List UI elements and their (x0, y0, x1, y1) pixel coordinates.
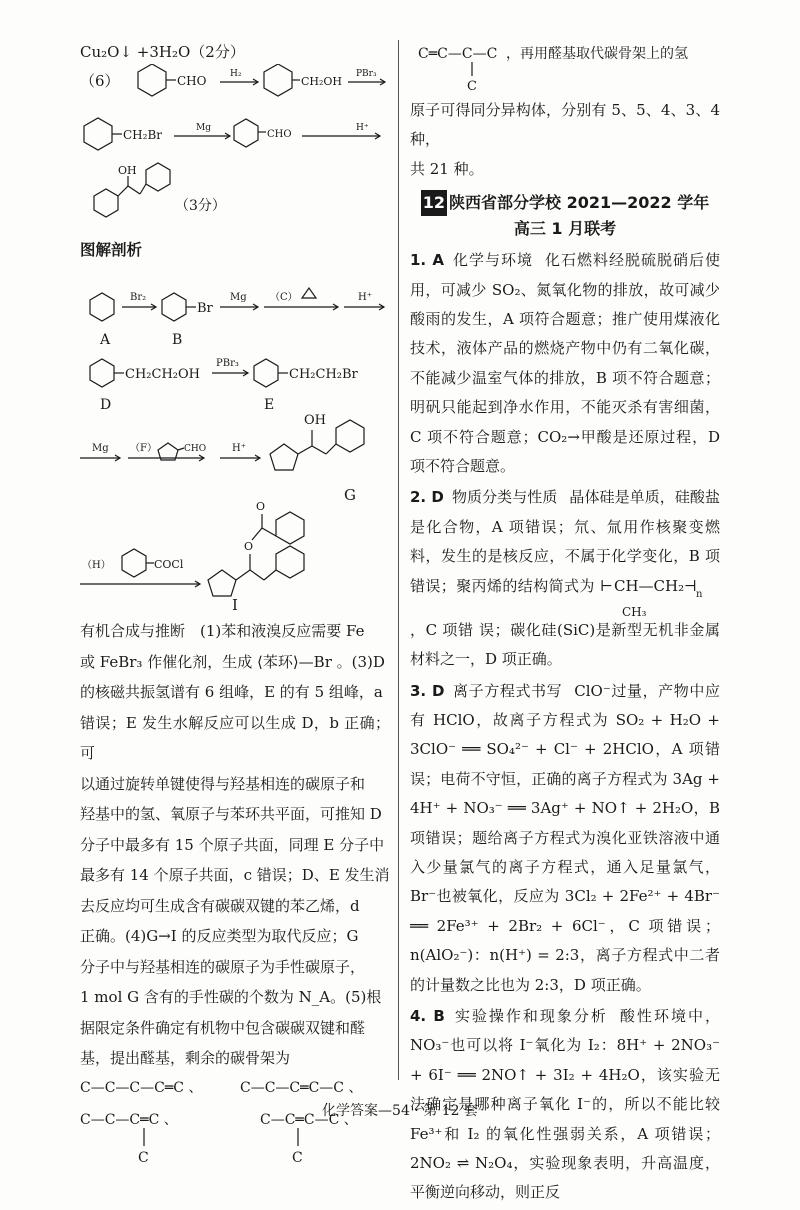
page-footer: 化学答案—54 · 第 12 套 (322, 1103, 478, 1119)
skeleton-3-branch: C (138, 1149, 149, 1166)
question-number: 3. D (410, 681, 445, 700)
question-2 (410, 483, 720, 674)
polymer-n: n (695, 588, 703, 600)
label-e: E (264, 397, 275, 413)
reagent-h: H⁺ (358, 292, 372, 303)
top-text-3: 共 21 种。 (410, 159, 484, 178)
top-skeleton (410, 40, 720, 92)
polymer-main-chain: CH—CH₂ (613, 576, 685, 595)
benzene-ring-icon (138, 64, 166, 96)
bond (298, 446, 312, 454)
top-line: Cu₂O↓ +3H₂O（2分） (80, 43, 245, 61)
bromine-label: Br (197, 301, 213, 316)
question-text: ClO⁻过量，产物中应有 HClO，故离子方程式为 SO₂ + H₂O + 3ClO⁻ ══ SO₄²⁻ + Cl⁻ + 2HClO，A 项错误；电荷不守恒，正确的离子方程式为 3Ag + 4H⁺ + NO₃⁻ ══ 3Ag⁺ + NO↑ + 2H₂O，B 项错误；题给离子方程式为溴化亚铁溶液中通入少量氯气的离子方程式，通入足量氯气，Br⁻也被氧化，反应为 3Cl₂ + 2Fe²⁺ + 4Br⁻ ══ 2Fe³⁺ + 2Br₂ + 6Cl⁻，C 项错误；n(AlO₂⁻)：n(H⁺) = 2:3，离子方程式中二者的计量数之比也为 2:3，D 项正确。 (410, 681, 720, 994)
reagent-ii: （H） (82, 560, 111, 571)
analysis-line: 去反应均可生成含有碳碳双键的苯乙烯，d (80, 896, 360, 915)
question-text: 误；碳化硅(SiC)是新型无机非金属材料之一，D 项正确。 (410, 620, 720, 669)
analysis-line: 正确。(4)G→I 的反应类型为取代反应；G (80, 927, 359, 945)
question-topic: 化学与环境 (451, 251, 533, 270)
step6-arrow2: PBr₃ (356, 69, 377, 79)
epoxide-icon (302, 288, 316, 298)
section-title-text: 陕西省部分学校 2021—2022 学年 (449, 193, 710, 213)
top-skeleton-chain: C═C—C—C (418, 46, 498, 62)
reagent-mg: Mg (230, 292, 247, 303)
question-topic: 物质分类与性质 (451, 488, 558, 507)
step6-arrow1: H₂ (230, 69, 242, 79)
step6-oh: OH (118, 164, 137, 177)
label-g: G (344, 486, 356, 504)
cyclopentane-icon (270, 444, 298, 470)
analysis-line: 分子中与羟基相连的碳原子为手性碳原子， (80, 957, 366, 976)
bond (264, 570, 276, 580)
step6-group1: CHO (177, 74, 207, 88)
analysis-line: 或 FeBr₃ 作催化剂，生成 ⟨苯环⟩—Br 。(3)D (80, 652, 385, 671)
polymer-bracket-icon: ⊣ (683, 576, 697, 595)
ester-o1: O (244, 540, 254, 553)
reagent-f: （F） (130, 443, 157, 454)
question-text: 晶体硅是单质，硅酸盐是化合物，A 项错误；氘、氚用作核聚变燃料，发生的是核反应，不属于化学变化，B 项错误；聚丙烯的结构简式为 (410, 488, 720, 595)
label-b: B (172, 332, 183, 348)
benzene-ring-icon (336, 420, 364, 452)
g-oh: OH (304, 413, 326, 428)
f-group: CHO (184, 444, 207, 454)
question-text: 化石燃料经脱硫脱硝后使用，可减少 SO₂、氮氧化物的排放，故可减少酸雨的发生，A 项符合题意；推广使用煤液化技术，液体产品的燃烧产物中仍有二氧化碳，不能减少温室气体的排放，B 项不符合题意；明矾只能起到净水作用，不能灭杀有害细菌，C 项不符合题意；CO₂→甲酸是还原过程，D 项不符合题意。 (410, 251, 720, 476)
analysis-line: 的核磁共振氢谱有 6 组峰，E 的有 5 组峰，a (80, 683, 383, 701)
ester-o2: O (256, 500, 266, 513)
skeleton-4-branch: C (292, 1149, 303, 1166)
label-i: I (232, 596, 238, 612)
question-topic: 离子方程式书写 (452, 681, 563, 700)
carbon-skeletons (80, 1074, 390, 1170)
benzene-ring-icon (254, 359, 278, 387)
step6-label: （6） (80, 72, 120, 90)
benzene-ring-icon (90, 359, 114, 387)
question-number: 2. D (410, 488, 444, 507)
benzene-ring-icon (276, 546, 304, 578)
bond (326, 444, 336, 454)
polypropylene-structure (599, 572, 720, 619)
skeleton-1: C—C—C—C═C 、 (80, 1079, 203, 1096)
step6-group3: CH₂Br (123, 128, 163, 142)
step6-group2: CH₂OH (301, 75, 343, 88)
analysis-line: 以通过旋转单键使得与羟基相连的碳原子和 (80, 774, 366, 793)
top-skeleton-branch: C (467, 79, 477, 92)
question-number: 4. B (410, 1006, 445, 1025)
benzene-ring-icon (234, 119, 258, 147)
benzene-ring-icon (84, 118, 112, 150)
benzene-ring-icon (276, 512, 304, 544)
polymer-bracket-icon: ⊢ (599, 576, 613, 595)
analysis-line: 1 mol G 含有的手性碳的个数为 N_A。(5)根 (80, 988, 382, 1006)
skeleton-3: C—C—C═C 、 (80, 1111, 178, 1128)
analysis-line: 分子中最多有 15 个原子共面，同理 E 分子中 (80, 835, 385, 854)
right-column (410, 40, 720, 1210)
step6-arrow4: H⁺ (356, 123, 369, 133)
analysis-line: 错误；E 发生水解反应可以生成 D，b 正确；可 (80, 713, 390, 762)
analysis-text (80, 616, 390, 1074)
column-divider (398, 40, 399, 1080)
figure-title: 图解剖析 (80, 241, 143, 259)
analysis-line: 基，提出醛基，剩余的碳骨架为 (80, 1049, 291, 1067)
bond (236, 570, 250, 580)
label-d: D (100, 397, 112, 413)
reagent-pbr3: PBr₃ (216, 358, 239, 369)
bond (128, 186, 140, 194)
analysis-scheme (80, 262, 390, 612)
question-topic: 实验操作和现象分析 (452, 1006, 608, 1025)
benzene-ring-icon (162, 293, 186, 321)
bond (252, 528, 262, 540)
label-a: A (100, 332, 111, 348)
cyclopentane-icon (208, 570, 236, 596)
question-3 (410, 677, 720, 1000)
bond (140, 184, 146, 194)
question-text: 酸性环境中，NO₃⁻也可以将 I⁻氧化为 I₂：8H⁺ + 2NO₃⁻ + 6I⁻ ══ 2NO↑ + 3I₂ + 4H₂O，该实验无法确定是哪种离子氧化 I⁻的，所以不能比较 Fe³⁺和 I₂ 的氧化性强弱关系，A 项错误；2NO₂ ⇌ N₂O₄，实验现象表明，升高温度，平衡逆向移动，则正反 (410, 1006, 720, 1202)
top-text-2: 原子可得同分异构体，分别有 5、5、4、3、4 种， (410, 101, 720, 149)
section-badge: 12 (421, 190, 447, 216)
top-text-1: ，再用醛基取代碳骨架上的氢 (506, 46, 688, 62)
analysis-line: 羟基中的氢、氧原子与苯环共平面，可推知 D (80, 805, 382, 823)
analysis-line: 有机合成与推断 (1)苯和液溴反应需要 Fe (80, 622, 365, 640)
reagent-h2: H⁺ (232, 443, 246, 454)
benzene-ring-icon (146, 163, 170, 191)
bond (118, 186, 128, 196)
analysis-line: 最多有 14 个原子共面，c 错误；D、E 发生消 (80, 866, 390, 884)
left-column (80, 40, 390, 1174)
e-chain: CH₂CH₂Br (289, 367, 358, 382)
section-title (410, 190, 720, 216)
analysis-line: 据限定条件确定有机物中包含碳碳双键和醛 (80, 1018, 366, 1037)
bond (312, 446, 326, 454)
section-subtitle: 高三 1 月联考 (513, 219, 617, 239)
question-number: 1. A (410, 251, 444, 270)
step6-group4: CHO (267, 129, 292, 140)
step6-arrow3: Mg (196, 123, 211, 133)
bond (250, 570, 264, 580)
reagent-br2: Br₂ (130, 292, 147, 303)
step6-score: （3分） (175, 198, 226, 214)
question-text-tail: ，C 项错 (410, 620, 474, 639)
benzene-ring-icon (90, 293, 114, 321)
reagent-mg2: Mg (92, 443, 109, 454)
benzene-ring-icon (122, 549, 146, 577)
bond (262, 528, 276, 536)
skeleton-4: C—C═C—C 、 (260, 1111, 358, 1128)
question-1 (410, 246, 720, 481)
benzene-ring-icon (94, 189, 118, 217)
skeleton-2: C—C—C═C—C 、 (240, 1079, 363, 1096)
cocl-group: COCl (154, 558, 184, 571)
benzene-ring-icon (264, 64, 292, 96)
reagent-c: （C） (270, 292, 298, 303)
step6-scheme (80, 64, 390, 234)
polymer-branch: CH₃ (621, 604, 647, 619)
d-chain: CH₂CH₂OH (125, 367, 200, 382)
